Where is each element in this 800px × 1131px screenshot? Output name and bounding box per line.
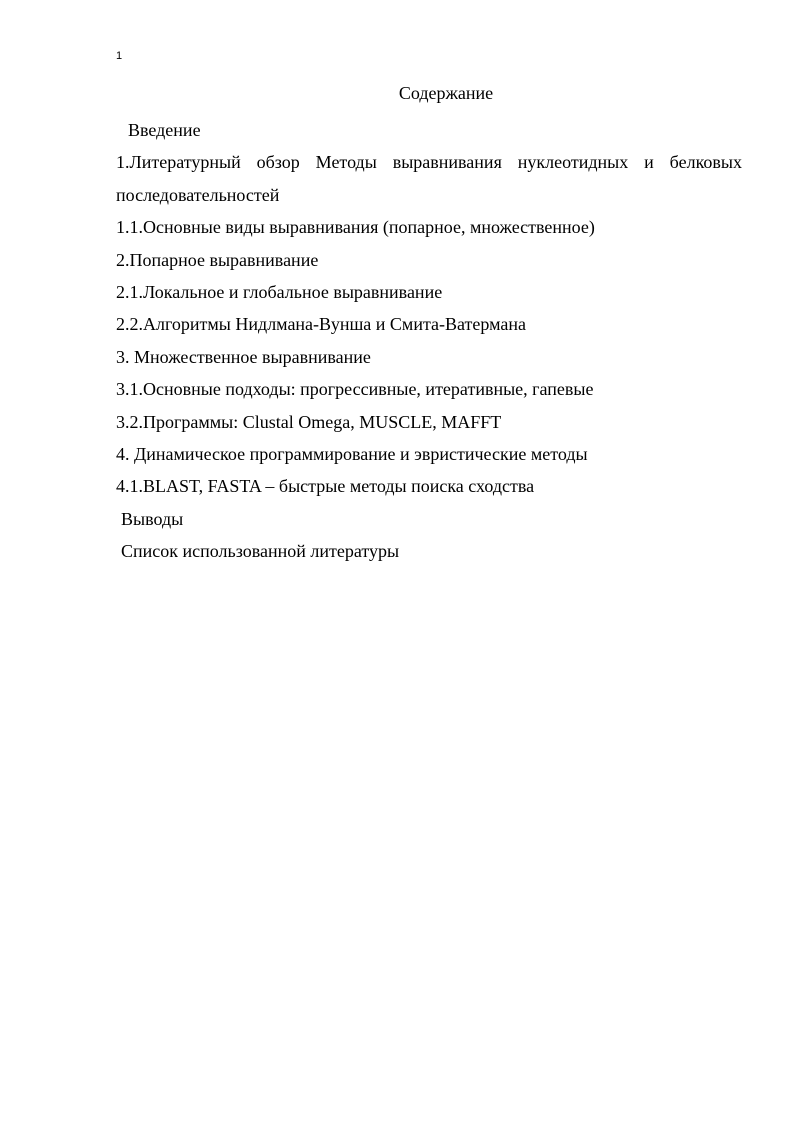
toc-item-2-1: 2.1.Локальное и глобальное выравнивание bbox=[116, 282, 443, 303]
toc-item-2-2: 2.2.Алгоритмы Нидлмана-Вунша и Смита-Ватермана bbox=[116, 314, 527, 335]
toc-item-introduction: Введение bbox=[128, 120, 201, 140]
page-number: 1 bbox=[116, 50, 123, 62]
toc-item-references: Список использованной литературы bbox=[121, 541, 400, 562]
toc-item-3: 3. Множественное выравнивание bbox=[116, 346, 371, 367]
toc-item-2: 2.Попарное выравнивание bbox=[116, 249, 319, 270]
toc-item-3-1: 3.1.Основные подходы: прогрессивные, итеративные, гапевые bbox=[116, 379, 594, 400]
toc-heading: Содержание bbox=[398, 83, 494, 103]
toc-item-3-2: 3.2.Программы: Clustal Omega, MUSCLE, MAFFT bbox=[116, 411, 502, 432]
toc-item-1: 1.Литературный обзор Методы выравнивания нуклеотидных и белковых последовательностей bbox=[116, 152, 742, 205]
toc-item-1-1: 1.1.Основные виды выравнивания (попарное, множественное) bbox=[116, 217, 595, 238]
toc-item-conclusions: Выводы bbox=[121, 508, 184, 529]
toc-item-4-1: 4.1.BLAST, FASTA – быстрые методы поиска сходства bbox=[116, 476, 535, 497]
table-of-contents bbox=[116, 114, 742, 568]
toc-item-4: 4. Динамическое программирование и эвристические методы bbox=[116, 444, 588, 465]
